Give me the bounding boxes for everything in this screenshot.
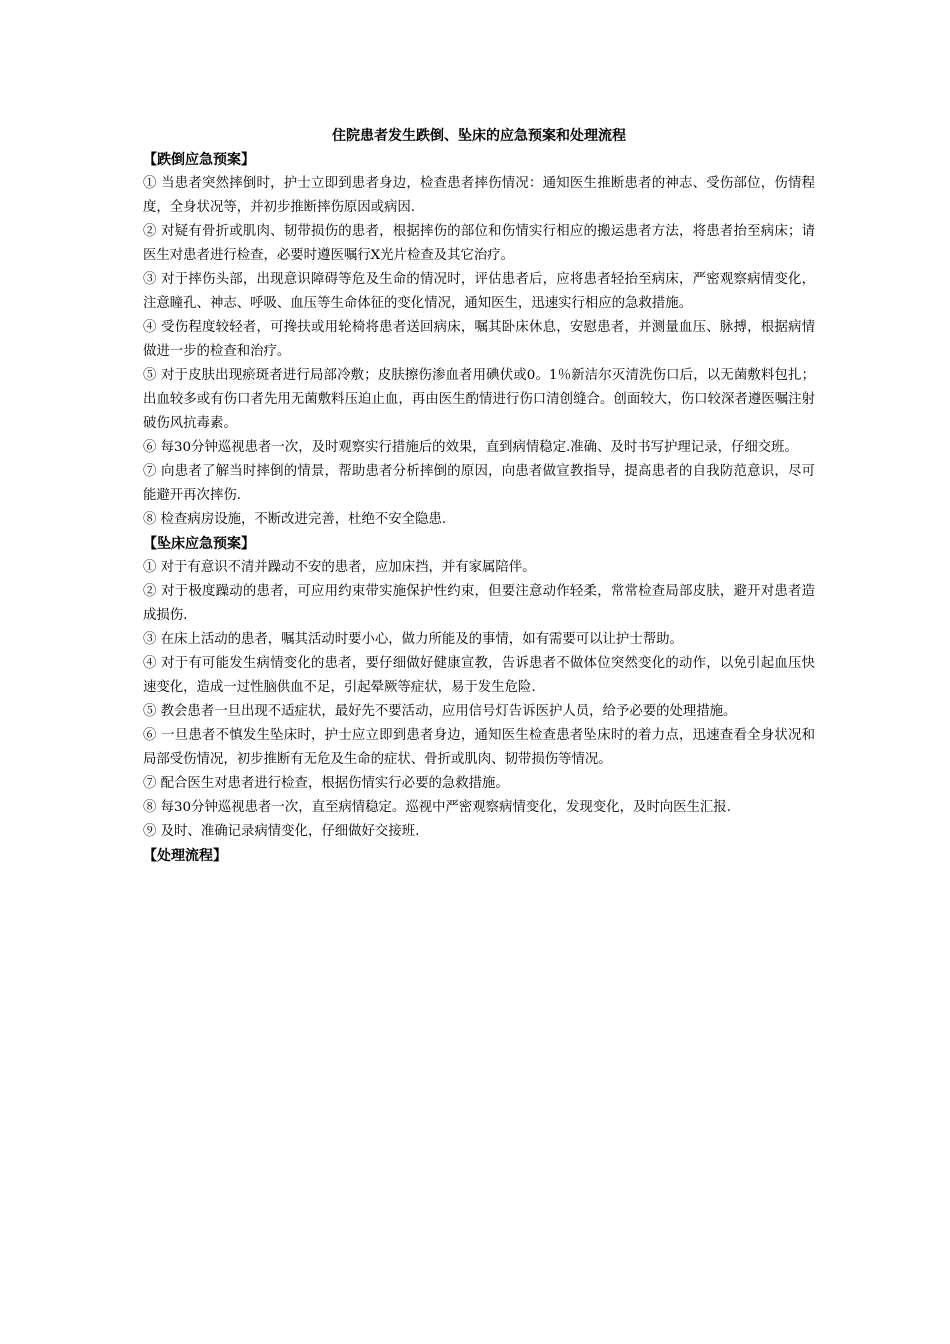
fall-item-3: ③ 对于摔伤头部，出现意识障碍等危及生命的情况时，评估患者后，应将患者轻抬至病床，严密观察病情变化，注意瞳孔、神志、呼吸、血压等生命体征的变化情况，通知医生，迅速实行相应的急救措施。: [143, 272, 815, 311]
fall-item-7: ⑦ 向患者了解当时摔倒的情景，帮助患者分析摔倒的原因，向患者做宣教指导，提高患者的自我防范意识，尽可能避开再次摔伤.: [143, 464, 815, 503]
bed-fall-item-6: ⑥ 一旦患者不慎发生坠床时，护士应立即到患者身边，通知医生检查患者坠床时的着力点，迅速查看全身状况和局部受伤情况，初步推断有无危及生命的症状、骨折或肌肉、韧带损伤等情况。: [143, 728, 815, 767]
bed-fall-item-1: ① 对于有意识不清并躁动不安的患者，应加床挡，并有家属陪伴。: [143, 560, 536, 575]
fall-item-5: ⑤ 对于皮肤出现瘀斑者进行局部冷敷；皮肤擦伤渗血者用碘伏或0。1％新洁尔灭清洗伤口后，以无菌敷料包扎；出血较多或有伤口者先用无菌敷料压迫止血，再由医生酌情进行伤口清创缝合。创面较大，伤口较深者遵医嘱注射破伤风抗毒素。: [143, 368, 815, 431]
fall-item-4: ④ 受伤程度较轻者，可搀扶或用轮椅将患者送回病床，嘱其卧床休息，安慰患者，并测量血压、脉搏，根据病情做进一步的检查和治疗。: [143, 320, 815, 359]
bed-fall-item-7: ⑦ 配合医生对患者进行检查，根据伤情实行必要的急救措施。: [143, 776, 509, 791]
bed-fall-item-4: ④ 对于有可能发生病情变化的患者，要仔细做好健康宣教，告诉患者不做体位突然变化的动作，以免引起血压快速变化，造成一过性脑供血不足，引起晕厥等症状，易于发生危险.: [143, 656, 815, 695]
fall-item-6: ⑥ 每30分钟巡视患者一次，及时观察实行措施后的效果，直到病情稳定.准确、及时书写护理记录，仔细交班。: [143, 440, 798, 455]
fall-item-8: ⑧ 检查病房设施，不断改进完善，杜绝不安全隐患.: [143, 512, 447, 527]
section-heading-fall: 【跌倒应急预案】: [143, 152, 255, 168]
section-bed-fall: [143, 532, 815, 844]
bed-fall-item-2: ② 对于极度躁动的患者，可应用约束带实施保护性约束，但要注意动作轻柔，常常检查局部皮肤，避开对患者造成损伤.: [143, 584, 815, 623]
document-page: [143, 124, 815, 868]
fall-item-1: ① 当患者突然摔倒时，护士立即到患者身边，检查患者摔伤情况：通知医生推断患者的神志、受伤部位，伤情程度，全身状况等，并初步推断摔伤原因或病因.: [143, 176, 815, 215]
bed-fall-item-5: ⑤ 教会患者一旦出现不适症状，最好先不要活动，应用信号灯告诉医护人员，给予必要的处理措施。: [143, 704, 737, 719]
section-procedure: [143, 844, 815, 868]
bed-fall-item-3: ③ 在床上活动的患者，嘱其活动时要小心，做力所能及的事情，如有需要可以让护士帮助。: [143, 632, 683, 647]
section-fall: [143, 148, 815, 532]
document-title: 住院患者发生跌倒、坠床的应急预案和处理流程: [332, 128, 626, 144]
section-heading-procedure: 【处理流程】: [143, 848, 227, 864]
bed-fall-item-9: ⑨ 及时、准确记录病情变化，仔细做好交接班.: [143, 824, 420, 839]
bed-fall-item-8: ⑧ 每30分钟巡视患者一次，直至病情稳定。巡视中严密观察病情变化，发现变化，及时向医生汇报.: [143, 800, 731, 815]
fall-item-2: ② 对疑有骨折或肌肉、韧带损伤的患者，根据摔伤的部位和伤情实行相应的搬运患者方法，将患者抬至病床；请医生对患者进行检查，必要时遵医嘱行X光片检查及其它治疗。: [143, 224, 815, 263]
section-heading-bed-fall: 【坠床应急预案】: [143, 536, 255, 552]
